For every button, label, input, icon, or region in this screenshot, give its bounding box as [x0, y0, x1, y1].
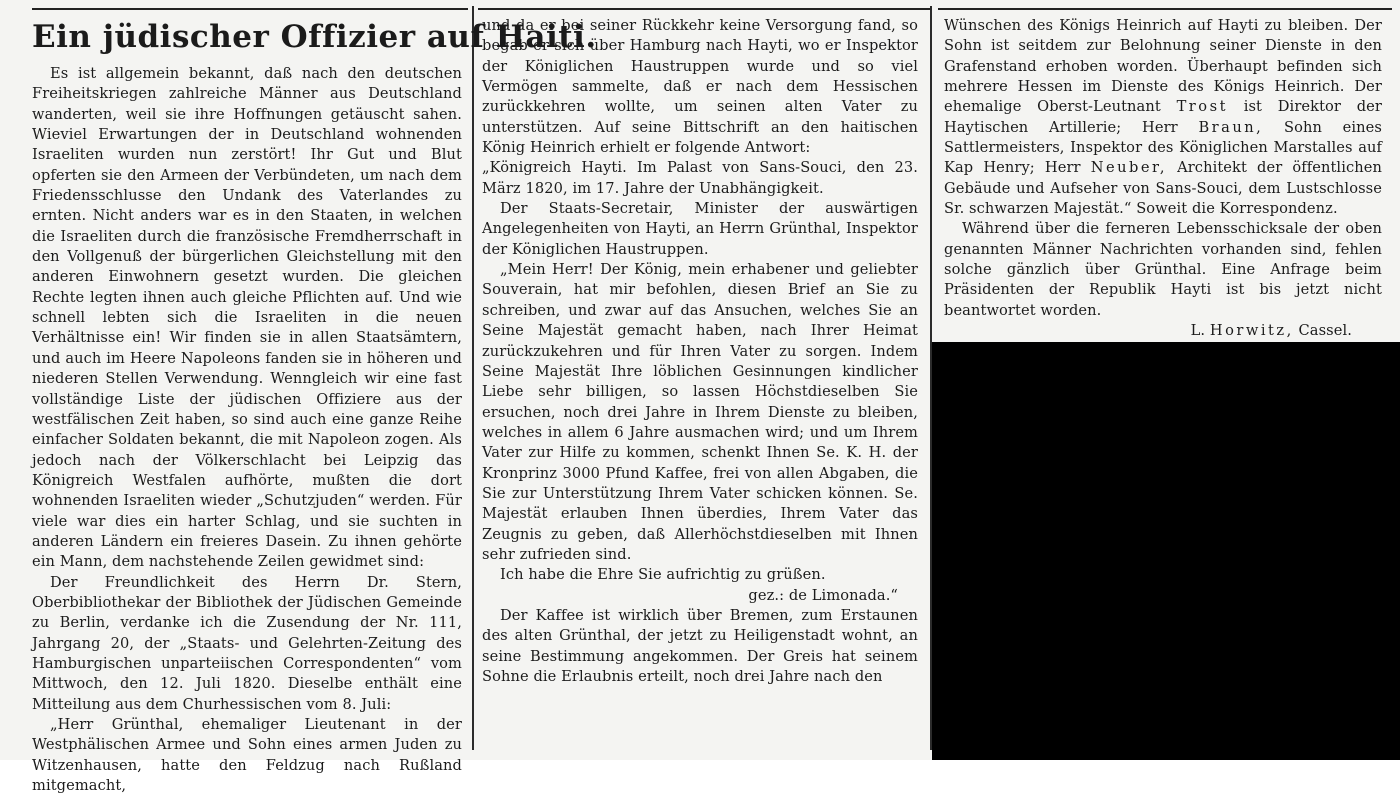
author-initial: L. — [1190, 322, 1206, 340]
name-braun: Braun, — [1198, 118, 1264, 136]
column-2 — [482, 16, 918, 760]
text-segment: Sohn eines Sattlermeisters, Inspektor des Königlichen Marstalles auf Kap Henry; Herr — [944, 118, 1382, 177]
letter-closing: Ich habe die Ehre Sie aufrichtig zu grüßen. — [500, 566, 826, 584]
text-segment: Architekt der öffentlichen Gebäude und Aufseher von Sans-Souci, dem Lustschlosse Sr. schwarzen Majestät.“ Soweit die Korrespondenz. — [944, 159, 1382, 218]
top-rule — [32, 8, 468, 10]
letter-body: „Mein Herr! Der König, mein erhabener und geliebter Souverain, hat mir befohlen, diesen Brief an Sie zu schreiben, und zwar auf das Ansuchen, welches Sie an Seine Majestät gemacht haben, nach Ihrer Heimat zurückzukehren und für Ihren Vater zu sorgen. Indem Seine Majestät Ihre löblichen Gesinnungen kindlicher Liebe sehr billigen, so lassen Höchstdieselben Sie ersuchen, noch drei Jahre in Ihrem Dienste zu bleiben, welches in allem 6 Jahre ausmachen wird; und um Ihrem Vater zur Hilfe zu kommen, schenkt Ihnen Se. K. H. der Kronprinz 3000 Pfund Kaffee, frei von allen Abgaben, die Sie zur Unterstützung Ihrem Vater schicken können. Se. Majestät erlauben Ihnen überdies, Ihrem Vater das Zeugnis zu geben, daß Allerhöchstdieselben mit Ihnen sehr zufrieden sind. — [482, 261, 918, 563]
column-1 — [32, 16, 597, 795]
name-neuber: Neuber, — [1090, 159, 1167, 177]
column-3 — [944, 16, 1382, 346]
author-byline — [944, 321, 1382, 341]
paragraph-intro: Es ist allgemein bekannt, daß nach den deutschen Freiheitskriegen zahlreiche Männer aus Deutschland wanderten, weil sie ihre Hoffnungen getäuscht sahen. Wieviel Erwartungen der in Deutschland wohnenden Israeliten wurden nun zerstört! Ihr Gut und Blut opferten sie den Armeen der Verbündeten, um nach dem Friedensschlusse den Undank des Vaterlandes zu ernten. Nicht anders war es in den Staaten, in welchen die Israeliten durch die französische Fremdherrschaft in den Vollgenuß der bürgerlichen Gleichstellung mit den anderen Einwohnern gesetzt wurden. Die gleichen Rechte legten ihnen auch gleiche Pflichten auf. Und wie schnell lebten sich die Israeliten in die neuen Verhältnisse ein! Wir finden sie in allen Staatsämtern, und auch im Heere Napoleons fanden sie in höheren und niederen Stellen Verwendung. Wenngleich wir eine fast vollständige Liste der jüdischen Offiziere aus der westfälischen Zeit haben, so sind auch eine ganze Reihe einfacher Soldaten bekannt, die mit Napoleon zogen. Als jedoch nach der Völkerschlacht bei Leipzig das Königreich Westfalen aufhörte, mußten die dort wohnenden Israeliten wieder „Schutzjuden“ werden. Für viele war dies ein harter Schlag, und sie suchten in anderen Ländern ein freieres Dasein. Zu ihnen gehörte ein Mann, dem nachstehende Zeilen gewidmet sind: — [32, 65, 462, 571]
top-rule — [938, 8, 1392, 10]
column-divider — [472, 6, 474, 750]
author-place: Cassel. — [1298, 322, 1352, 340]
text-segment: Wünschen des Königs Heinrich auf Hayti zu bleiben. Der Sohn ist seitdem zur Belohnung seiner Dienste in den Grafenstand erhoben worden. Überhaupt befinden sich mehrere Hessen im Dienste des Königs Heinrich. Der ehemalige Oberst-Leutnant — [944, 17, 1382, 116]
paragraph-quote-start: „Herr Grünthal, ehemaliger Lieutenant in der Westphälischen Armee und Sohn eines armen Juden zu Witzenhausen, hatte den Feldzug nach Rußland mitgemacht, — [32, 716, 462, 795]
article-title: Ein jüdischer Offizier auf Haiti. — [32, 19, 597, 55]
letter-signature: gez.: de Limonada.“ — [748, 586, 898, 604]
paragraph-conclusion: Während über die ferneren Lebensschicksale der oben genannten Männer Nachrichten vorhanden sind, fehlen solche gänzlich über Grünthal. Eine Anfrage beim Präsidenten der Republik Hayti ist bis jetzt nicht beantwortet worden. — [944, 220, 1382, 319]
blank-area — [932, 342, 1400, 760]
letter-sender: Der Staats-Secretair, Minister der auswärtigen Angelegenheiten von Hayti, an Herrn Grünthal, Inspektor der Königlichen Haustruppen. — [482, 200, 918, 258]
letter-heading: „Königreich Hayti. Im Palast von Sans-Souci, den 23. März 1820, im 17. Jahre der Unabhängigkeit. — [482, 159, 918, 197]
paragraph-coffee: Der Kaffee ist wirklich über Bremen, zum Erstaunen des alten Grünthal, der jetzt zu Heiligenstadt wohnt, an seine Bestimmung angekommen. Der Greis hat seinem Sohne die Erlaubnis erteilt, noch drei Jahre nach den — [482, 606, 918, 685]
paragraph-continuation-2 — [944, 16, 1382, 219]
top-rule — [478, 8, 930, 10]
author-name: Horwitz, — [1209, 322, 1294, 340]
paragraph-source: Der Freundlichkeit des Herrn Dr. Stern, Oberbibliothekar der Bibliothek der Jüdischen Gemeinde zu Berlin, verdanke ich die Zusendung der Nr. 111, Jahrgang 20, der „Staats- und Gelehrten-Zeitung des Hamburgischen unparteiischen Correspondenten“ vom Mittwoch, den 12. Juli 1820. Dieselbe enthält eine Mitteilung aus dem Churhessischen vom 8. Juli: — [32, 573, 462, 713]
paragraph-continuation: und da er bei seiner Rückkehr keine Versorgung fand, so begab er sich über Hamburg nach Hayti, wo er Inspektor der Königlichen Haustruppen wurde und so viel Vermögen sammelte, daß er nach dem Hessischen zurückkehren wollte, um seinen alten Vater zu unterstützen. Auf seine Bittschrift an den haitischen König Heinrich erhielt er folgende Antwort: — [482, 17, 918, 157]
text-segment: ist Direktor der Haytischen Artillerie; Herr — [944, 98, 1382, 136]
name-trost: Trost — [1176, 98, 1228, 116]
